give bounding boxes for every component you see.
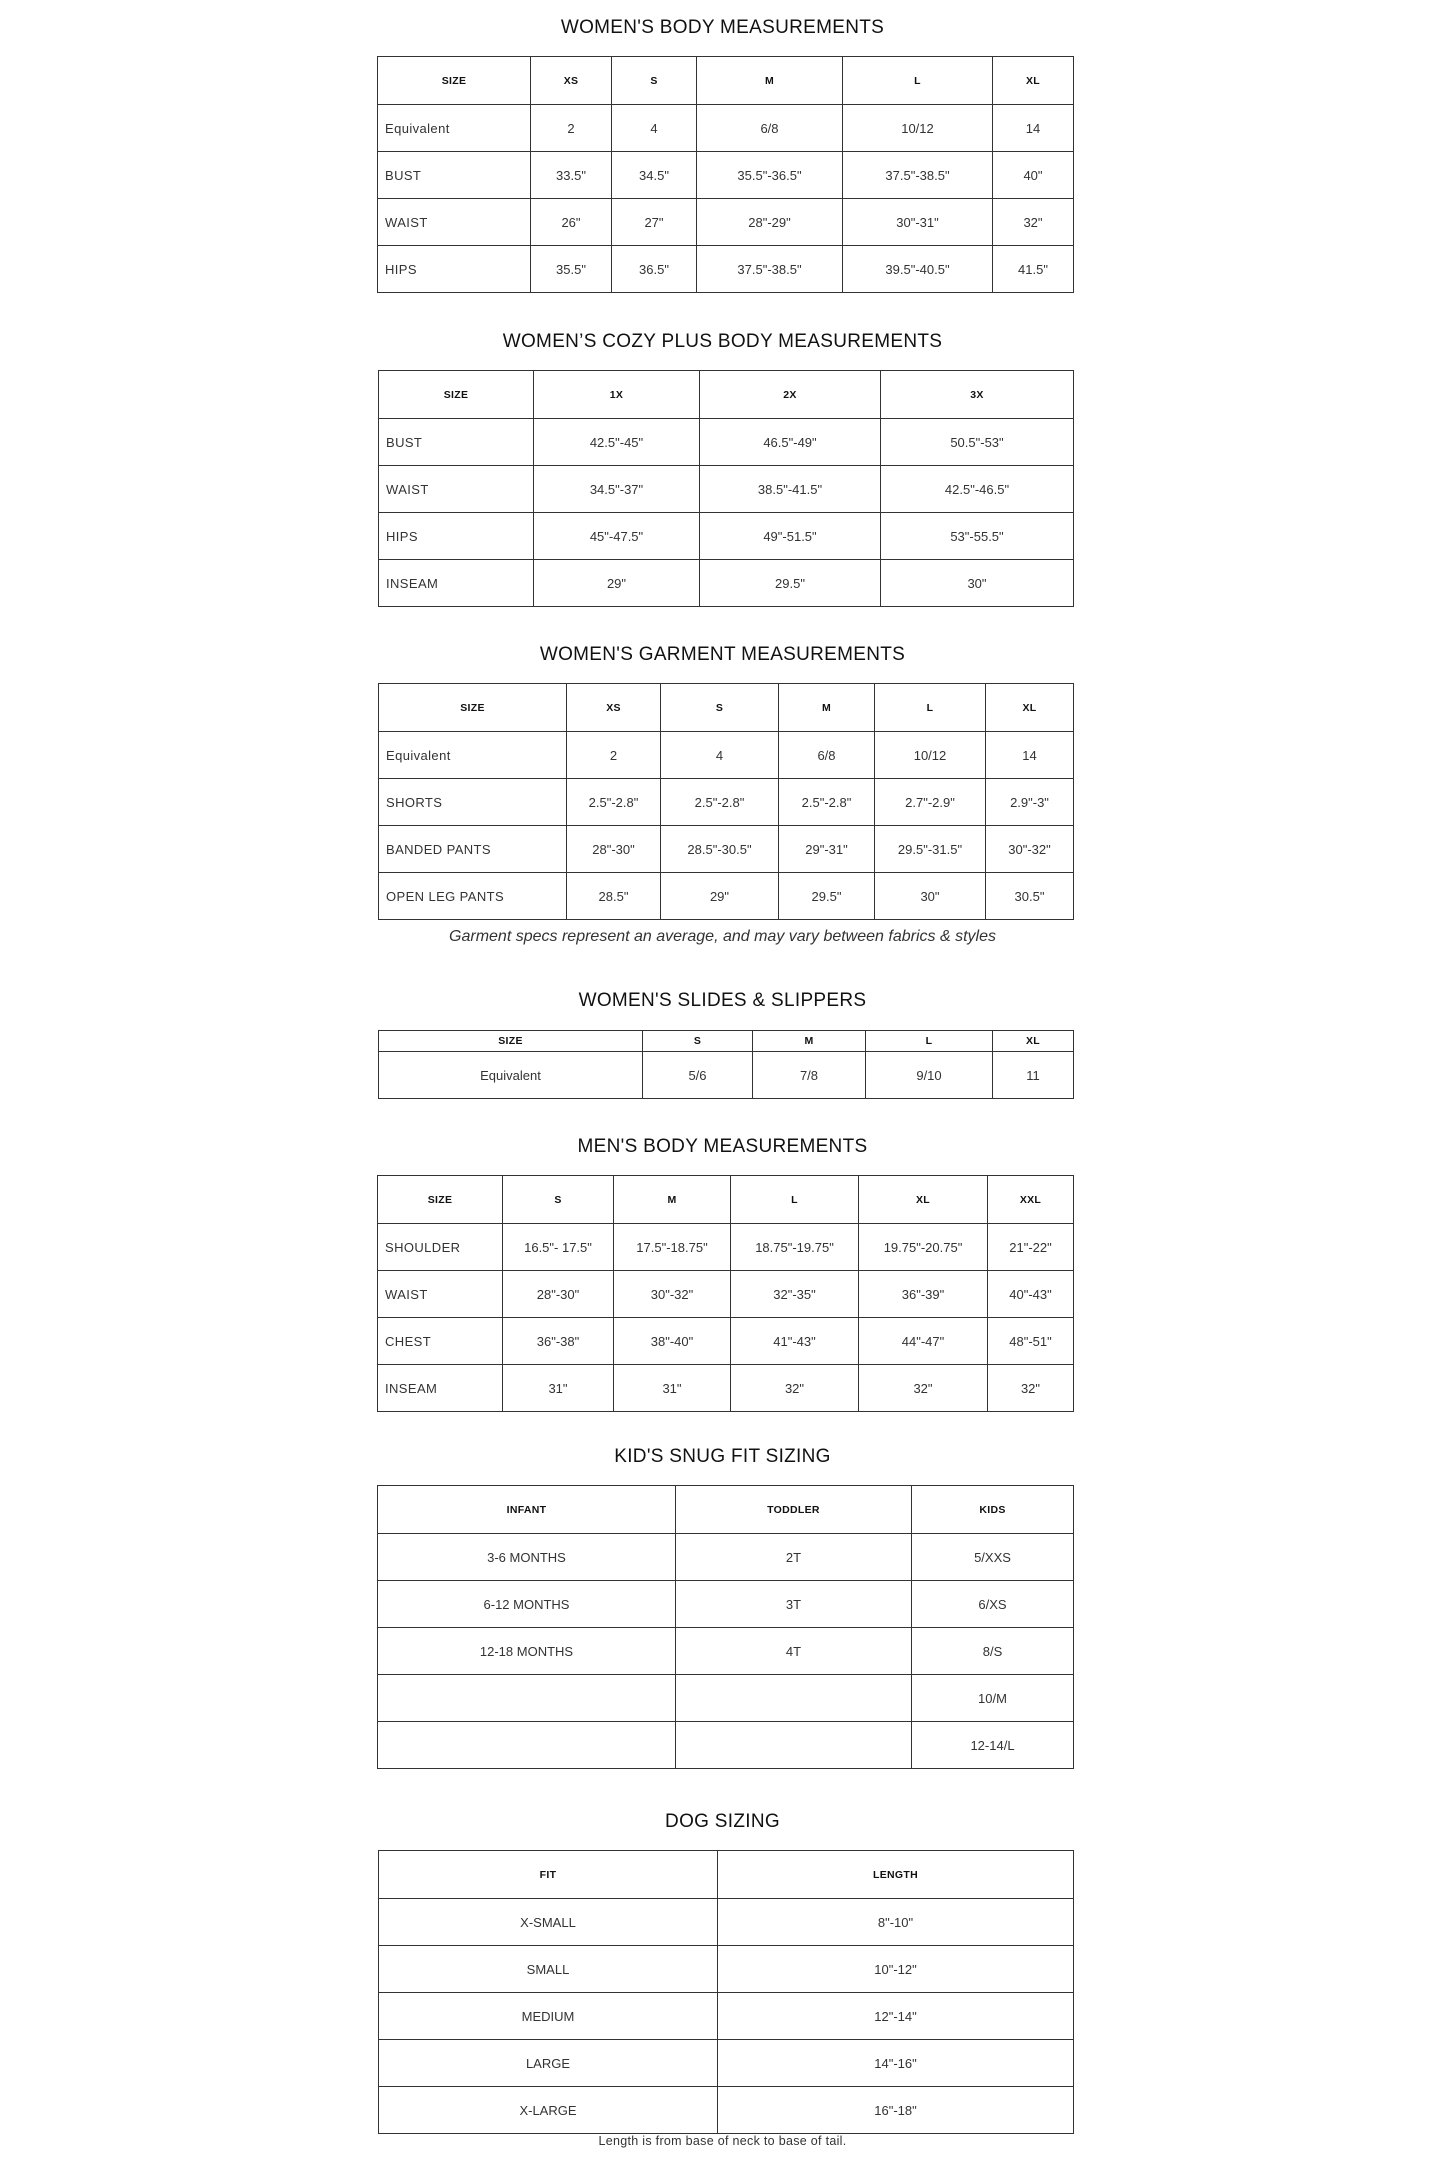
- table-cell: 34.5": [612, 152, 697, 199]
- table-cell: 4: [612, 105, 697, 152]
- header-cell: L: [866, 1031, 993, 1052]
- table-cell: 31": [503, 1365, 614, 1412]
- table-cell: 46.5"-49": [700, 419, 881, 466]
- table-cell: 16.5"- 17.5": [503, 1224, 614, 1271]
- header-cell: XS: [567, 684, 661, 732]
- table-cell: 2.5"-2.8": [567, 779, 661, 826]
- kids-snug-title: KID'S SNUG FIT SIZING: [614, 1446, 831, 1467]
- header-cell: XS: [531, 57, 612, 105]
- table-cell: 32": [859, 1365, 988, 1412]
- header-cell: LENGTH: [718, 1851, 1074, 1899]
- table-row: [379, 513, 1074, 560]
- table-cell: 37.5"-38.5": [697, 246, 843, 293]
- table-row: [379, 1899, 1074, 1946]
- garment-note: Garment specs represent an average, and may vary between fabrics & styles: [449, 928, 996, 945]
- table-row: [378, 1722, 1074, 1769]
- womens-garment-table: [378, 683, 1074, 920]
- table-row: [379, 419, 1074, 466]
- table-cell: 30"-32": [986, 826, 1074, 873]
- header-cell: TODDLER: [676, 1486, 912, 1534]
- table-cell: 33.5": [531, 152, 612, 199]
- table-cell: [676, 1675, 912, 1722]
- table-cell: 27": [612, 199, 697, 246]
- table-row: [378, 152, 1074, 199]
- dog-sizing-title: DOG SIZING: [665, 1811, 780, 1832]
- table-row: [379, 560, 1074, 607]
- header-cell: SIZE: [379, 684, 567, 732]
- header-cell: SIZE: [379, 1031, 643, 1052]
- table-cell: 42.5"-46.5": [881, 466, 1074, 513]
- row-label: BUST: [378, 152, 531, 199]
- table-cell: 6/XS: [912, 1581, 1074, 1628]
- table-row: [378, 1581, 1074, 1628]
- header-cell: SIZE: [378, 57, 531, 105]
- header-cell: XL: [993, 1031, 1074, 1052]
- table-cell: 49"-51.5": [700, 513, 881, 560]
- header-cell: XL: [993, 57, 1074, 105]
- table-cell: 32"-35": [731, 1271, 859, 1318]
- table-cell: 36"-38": [503, 1318, 614, 1365]
- table-cell: 29": [534, 560, 700, 607]
- header-cell: KIDS: [912, 1486, 1074, 1534]
- womens-slides-table: [378, 1030, 1074, 1099]
- table-cell: 29"-31": [779, 826, 875, 873]
- header-cell: L: [843, 57, 993, 105]
- header-cell: FIT: [379, 1851, 718, 1899]
- table-cell: 30"-31": [843, 199, 993, 246]
- table-row: [378, 1271, 1074, 1318]
- table-cell: 12-14/L: [912, 1722, 1074, 1769]
- table-cell: 6-12 MONTHS: [378, 1581, 676, 1628]
- table-cell: 32": [988, 1365, 1074, 1412]
- table-cell: 7/8: [753, 1052, 866, 1099]
- table-cell: 17.5"-18.75": [614, 1224, 731, 1271]
- table-cell: 53"-55.5": [881, 513, 1074, 560]
- table-cell: 6/8: [779, 732, 875, 779]
- header-cell: L: [875, 684, 986, 732]
- table-row: [378, 199, 1074, 246]
- table-cell: 3-6 MONTHS: [378, 1534, 676, 1581]
- table-cell: [378, 1722, 676, 1769]
- womens-body-table: [377, 56, 1074, 293]
- table-cell: 36"-39": [859, 1271, 988, 1318]
- header-cell: XL: [859, 1176, 988, 1224]
- table-cell: 18.75"-19.75": [731, 1224, 859, 1271]
- table-cell: 21"-22": [988, 1224, 1074, 1271]
- header-cell: XXL: [988, 1176, 1074, 1224]
- table-cell: 2T: [676, 1534, 912, 1581]
- table-cell: 28"-30": [503, 1271, 614, 1318]
- womens-garment-title: WOMEN'S GARMENT MEASUREMENTS: [539, 644, 906, 665]
- header-cell: S: [503, 1176, 614, 1224]
- table-cell: 2: [567, 732, 661, 779]
- header-cell: M: [753, 1031, 866, 1052]
- table-cell: 29": [661, 873, 779, 920]
- header-cell: S: [612, 57, 697, 105]
- table-cell: 19.75"-20.75": [859, 1224, 988, 1271]
- header-cell: 2X: [700, 371, 881, 419]
- row-label: WAIST: [379, 466, 534, 513]
- row-label: Equivalent: [379, 732, 567, 779]
- table-cell: 10/12: [843, 105, 993, 152]
- table-cell: [378, 1675, 676, 1722]
- header-cell: M: [614, 1176, 731, 1224]
- table-cell: MEDIUM: [379, 1993, 718, 2040]
- table-row: [379, 1052, 1074, 1099]
- table-cell: 40": [993, 152, 1074, 199]
- mens-body-title: MEN'S BODY MEASUREMENTS: [577, 1136, 868, 1157]
- table-row: [379, 2087, 1074, 2134]
- table-cell: 35.5"-36.5": [697, 152, 843, 199]
- table-row: [378, 1365, 1074, 1412]
- table-cell: 29.5": [779, 873, 875, 920]
- table-cell: 30": [881, 560, 1074, 607]
- table-cell: 12"-14": [718, 1993, 1074, 2040]
- row-label: BUST: [379, 419, 534, 466]
- table-cell: 3T: [676, 1581, 912, 1628]
- table-row: [379, 1993, 1074, 2040]
- table-cell: 26": [531, 199, 612, 246]
- table-row: [379, 2040, 1074, 2087]
- table-header-row: [378, 57, 1074, 105]
- table-cell: 6/8: [697, 105, 843, 152]
- table-row: [378, 1534, 1074, 1581]
- womens-cozy-plus-title: WOMEN’S COZY PLUS BODY MEASUREMENTS: [502, 331, 943, 352]
- table-header-row: [379, 1851, 1074, 1899]
- table-cell: 50.5"-53": [881, 419, 1074, 466]
- kids-snug-table: [377, 1485, 1074, 1769]
- table-header-row: [378, 1176, 1074, 1224]
- table-cell: 29.5"-31.5": [875, 826, 986, 873]
- table-row: [379, 466, 1074, 513]
- table-row: [379, 1946, 1074, 1993]
- row-label: WAIST: [378, 199, 531, 246]
- row-label: WAIST: [378, 1271, 503, 1318]
- header-cell: SIZE: [378, 1176, 503, 1224]
- table-cell: 35.5": [531, 246, 612, 293]
- table-cell: 8"-10": [718, 1899, 1074, 1946]
- mens-body-table: [377, 1175, 1074, 1412]
- womens-body-title: WOMEN'S BODY MEASUREMENTS: [560, 17, 885, 38]
- table-cell: 5/6: [643, 1052, 753, 1099]
- table-row: [379, 826, 1074, 873]
- table-cell: 28.5": [567, 873, 661, 920]
- table-cell: 2.9"-3": [986, 779, 1074, 826]
- header-cell: SIZE: [379, 371, 534, 419]
- table-cell: 28.5"-30.5": [661, 826, 779, 873]
- table-cell: 45"-47.5": [534, 513, 700, 560]
- header-cell: S: [661, 684, 779, 732]
- table-cell: 30.5": [986, 873, 1074, 920]
- table-cell: 40"-43": [988, 1271, 1074, 1318]
- table-cell: 38"-40": [614, 1318, 731, 1365]
- table-row: [379, 732, 1074, 779]
- table-cell: 44"-47": [859, 1318, 988, 1365]
- table-cell: 41"-43": [731, 1318, 859, 1365]
- row-label: Equivalent: [378, 105, 531, 152]
- row-label: BANDED PANTS: [379, 826, 567, 873]
- table-cell: 2: [531, 105, 612, 152]
- table-cell: 30"-32": [614, 1271, 731, 1318]
- table-cell: 48"-51": [988, 1318, 1074, 1365]
- row-label: OPEN LEG PANTS: [379, 873, 567, 920]
- table-cell: 4: [661, 732, 779, 779]
- table-row: [378, 1318, 1074, 1365]
- row-label: Equivalent: [379, 1052, 643, 1099]
- table-cell: 32": [731, 1365, 859, 1412]
- table-cell: 38.5"-41.5": [700, 466, 881, 513]
- table-cell: 11: [993, 1052, 1074, 1099]
- header-cell: M: [779, 684, 875, 732]
- table-header-row: [378, 1486, 1074, 1534]
- table-header-row: [379, 684, 1074, 732]
- row-label: SHORTS: [379, 779, 567, 826]
- table-cell: 14: [993, 105, 1074, 152]
- table-cell: 41.5": [993, 246, 1074, 293]
- table-cell: 2.7"-2.9": [875, 779, 986, 826]
- table-cell: 39.5"-40.5": [843, 246, 993, 293]
- row-label: HIPS: [379, 513, 534, 560]
- table-cell: 14: [986, 732, 1074, 779]
- table-cell: 32": [993, 199, 1074, 246]
- table-cell: 36.5": [612, 246, 697, 293]
- row-label: CHEST: [378, 1318, 503, 1365]
- table-cell: X-LARGE: [379, 2087, 718, 2134]
- table-row: [378, 105, 1074, 152]
- table-cell: X-SMALL: [379, 1899, 718, 1946]
- header-cell: 1X: [534, 371, 700, 419]
- header-cell: XL: [986, 684, 1074, 732]
- table-header-row: [379, 371, 1074, 419]
- table-cell: 2.5"-2.8": [661, 779, 779, 826]
- table-row: [378, 1628, 1074, 1675]
- table-row: [378, 246, 1074, 293]
- womens-cozy-plus-table: [378, 370, 1074, 607]
- header-cell: M: [697, 57, 843, 105]
- table-cell: 8/S: [912, 1628, 1074, 1675]
- row-label: HIPS: [378, 246, 531, 293]
- table-row: [379, 873, 1074, 920]
- table-cell: 31": [614, 1365, 731, 1412]
- table-cell: [676, 1722, 912, 1769]
- dog-sizing-note: Length is from base of neck to base of tail.: [598, 2134, 847, 2148]
- table-cell: 10"-12": [718, 1946, 1074, 1993]
- table-row: [379, 779, 1074, 826]
- header-cell: L: [731, 1176, 859, 1224]
- row-label: INSEAM: [379, 560, 534, 607]
- table-cell: 28"-30": [567, 826, 661, 873]
- table-cell: SMALL: [379, 1946, 718, 1993]
- table-cell: LARGE: [379, 2040, 718, 2087]
- row-label: INSEAM: [378, 1365, 503, 1412]
- table-cell: 29.5": [700, 560, 881, 607]
- table-cell: 30": [875, 873, 986, 920]
- row-label: SHOULDER: [378, 1224, 503, 1271]
- table-row: [378, 1675, 1074, 1722]
- table-header-row: [379, 1031, 1074, 1052]
- table-cell: 12-18 MONTHS: [378, 1628, 676, 1675]
- table-cell: 16"-18": [718, 2087, 1074, 2134]
- table-cell: 28"-29": [697, 199, 843, 246]
- table-cell: 14"-16": [718, 2040, 1074, 2087]
- table-cell: 37.5"-38.5": [843, 152, 993, 199]
- womens-slides-title: WOMEN'S SLIDES & SLIPPERS: [578, 990, 867, 1011]
- table-cell: 9/10: [866, 1052, 993, 1099]
- table-cell: 10/12: [875, 732, 986, 779]
- header-cell: INFANT: [378, 1486, 676, 1534]
- table-cell: 42.5"-45": [534, 419, 700, 466]
- header-cell: 3X: [881, 371, 1074, 419]
- table-cell: 2.5"-2.8": [779, 779, 875, 826]
- table-cell: 4T: [676, 1628, 912, 1675]
- table-cell: 5/XXS: [912, 1534, 1074, 1581]
- header-cell: S: [643, 1031, 753, 1052]
- table-cell: 34.5"-37": [534, 466, 700, 513]
- table-row: [378, 1224, 1074, 1271]
- dog-sizing-table: [378, 1850, 1074, 2134]
- table-cell: 10/M: [912, 1675, 1074, 1722]
